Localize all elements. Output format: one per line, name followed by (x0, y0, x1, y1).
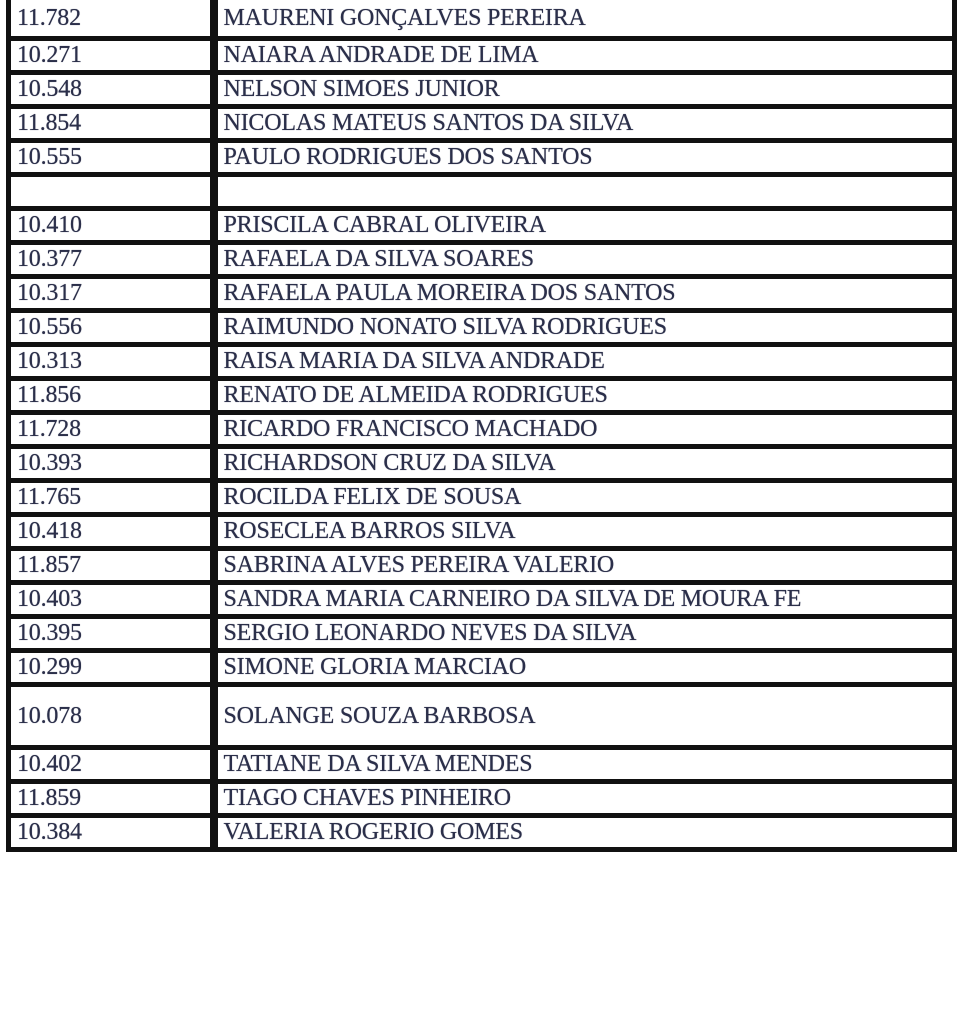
person-name-cell: RICHARDSON CRUZ DA SILVA (214, 447, 955, 481)
person-name-cell (214, 175, 955, 209)
registration-number-cell: 10.393 (9, 447, 214, 481)
person-name-cell: SERGIO LEONARDO NEVES DA SILVA (214, 617, 955, 651)
registration-number-cell: 10.555 (9, 141, 214, 175)
person-name-cell: PRISCILA CABRAL OLIVEIRA (214, 209, 955, 243)
registration-number-cell: 10.410 (9, 209, 214, 243)
person-name-cell: ROSECLEA BARROS SILVA (214, 515, 955, 549)
table-row (9, 39, 955, 73)
roster-table-body (9, 0, 955, 850)
person-name-cell: TATIANE DA SILVA MENDES (214, 748, 955, 782)
registration-number-cell: 10.377 (9, 243, 214, 277)
person-name-cell: RAFAELA PAULA MOREIRA DOS SANTOS (214, 277, 955, 311)
table-row (9, 311, 955, 345)
person-name-cell: MAURENI GONÇALVES PEREIRA (214, 0, 955, 39)
registration-number-cell: 11.854 (9, 107, 214, 141)
table-row (9, 0, 955, 39)
registration-number-cell: 11.856 (9, 379, 214, 413)
table-row (9, 583, 955, 617)
person-name-cell: RICARDO FRANCISCO MACHADO (214, 413, 955, 447)
registration-number-cell: 11.765 (9, 481, 214, 515)
registration-number-cell: 10.384 (9, 816, 214, 850)
person-name-cell: TIAGO CHAVES PINHEIRO (214, 782, 955, 816)
person-name-cell: RAIMUNDO NONATO SILVA RODRIGUES (214, 311, 955, 345)
registration-number-cell (9, 175, 214, 209)
person-name-cell: RAFAELA DA SILVA SOARES (214, 243, 955, 277)
person-name-cell: SANDRA MARIA CARNEIRO DA SILVA DE MOURA FE (214, 583, 955, 617)
table-row (9, 549, 955, 583)
registration-number-cell: 10.299 (9, 651, 214, 685)
registration-number-cell: 10.556 (9, 311, 214, 345)
table-row (9, 413, 955, 447)
table-row (9, 379, 955, 413)
registration-number-cell: 11.728 (9, 413, 214, 447)
table-row (9, 617, 955, 651)
empty-table-row (9, 175, 955, 209)
registration-number-cell: 11.782 (9, 0, 214, 39)
table-row (9, 73, 955, 107)
registration-number-cell: 10.313 (9, 345, 214, 379)
registration-number-cell: 10.548 (9, 73, 214, 107)
table-row (9, 447, 955, 481)
table-row (9, 141, 955, 175)
person-name-cell: ROCILDA FELIX DE SOUSA (214, 481, 955, 515)
roster-sheet (6, 0, 957, 1010)
table-row (9, 243, 955, 277)
person-name-cell: NAIARA ANDRADE DE LIMA (214, 39, 955, 73)
registration-number-cell: 11.859 (9, 782, 214, 816)
table-row (9, 748, 955, 782)
registration-number-cell: 11.857 (9, 549, 214, 583)
registration-number-cell: 10.271 (9, 39, 214, 73)
table-row (9, 816, 955, 850)
table-row (9, 515, 955, 549)
table-row (9, 345, 955, 379)
person-name-cell: SIMONE GLORIA MARCIAO (214, 651, 955, 685)
person-name-cell: RAISA MARIA DA SILVA ANDRADE (214, 345, 955, 379)
person-name-cell: NELSON SIMOES JUNIOR (214, 73, 955, 107)
registration-number-cell: 10.403 (9, 583, 214, 617)
registration-number-cell: 10.418 (9, 515, 214, 549)
roster-table (6, 0, 957, 852)
table-row (9, 209, 955, 243)
person-name-cell: PAULO RODRIGUES DOS SANTOS (214, 141, 955, 175)
person-name-cell: SOLANGE SOUZA BARBOSA (214, 685, 955, 748)
table-row (9, 481, 955, 515)
registration-number-cell: 10.395 (9, 617, 214, 651)
person-name-cell: SABRINA ALVES PEREIRA VALERIO (214, 549, 955, 583)
person-name-cell: RENATO DE ALMEIDA RODRIGUES (214, 379, 955, 413)
table-row (9, 651, 955, 685)
table-row (9, 107, 955, 141)
registration-number-cell: 10.078 (9, 685, 214, 748)
table-row (9, 277, 955, 311)
registration-number-cell: 10.317 (9, 277, 214, 311)
table-row (9, 782, 955, 816)
person-name-cell: NICOLAS MATEUS SANTOS DA SILVA (214, 107, 955, 141)
person-name-cell: VALERIA ROGERIO GOMES (214, 816, 955, 850)
table-row (9, 685, 955, 748)
registration-number-cell: 10.402 (9, 748, 214, 782)
